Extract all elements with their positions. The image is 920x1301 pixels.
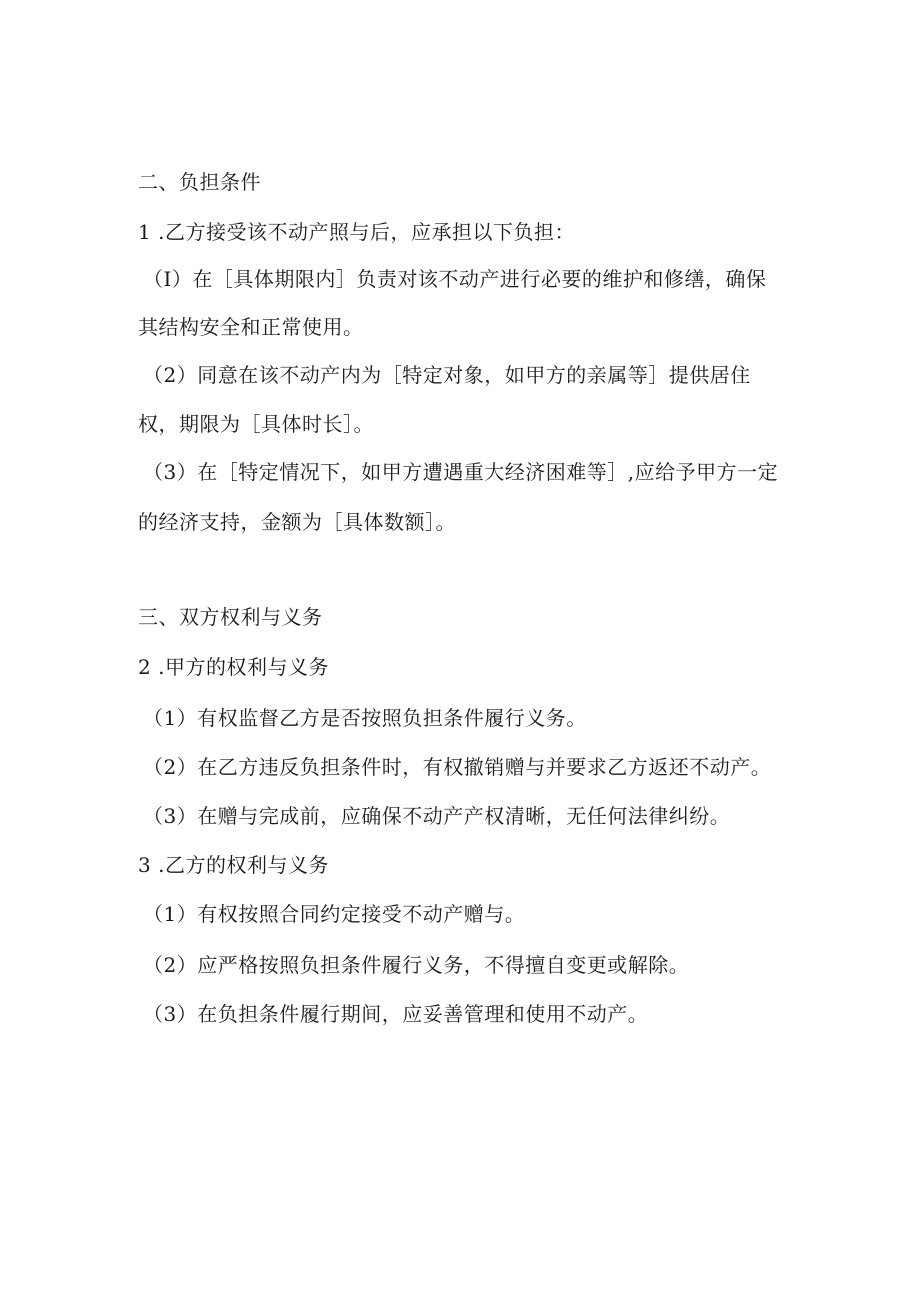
clause-1-sub-2-line-2: 权，期限为［具体时长］。 bbox=[138, 412, 374, 436]
clause-2: 2 .甲方的权利与义务 bbox=[138, 655, 329, 679]
clause-2-sub-3: （3）在赠与完成前，应确保不动产产权清晰，无任何法律纠纷。 bbox=[143, 804, 731, 828]
clause-2-sub-1: （1）有权监督乙方是否按照负担条件履行义务。 bbox=[143, 706, 587, 730]
clause-1: 1 .乙方接受该不动产照与后，应承担以下负担： bbox=[138, 220, 575, 244]
clause-1-sub-3-line-1: （3）在［特定情况下，如甲方遭遇重大经济困难等］,应给予甲方一定 bbox=[143, 460, 779, 484]
clause-3-sub-3: （3）在负担条件履行期间，应妥善管理和使用不动产。 bbox=[143, 1002, 649, 1026]
section-heading-rights-obligations: 三、双方权利与义务 bbox=[138, 605, 323, 629]
clause-3: 3 .乙方的权利与义务 bbox=[138, 853, 329, 877]
clause-2-sub-2: （2）在乙方违反负担条件时，有权撤销赠与并要求乙方返还不动产。 bbox=[143, 755, 772, 779]
section-heading-burden-conditions: 二、负担条件 bbox=[138, 170, 261, 194]
clause-1-sub-1-line-1: （I）在［具体期限内］负责对该不动产进行必要的维护和修缮，确保 bbox=[143, 267, 767, 291]
clause-1-sub-2-line-1: （2）同意在该不动产内为［特定对象，如甲方的亲属等］提供居住 bbox=[143, 363, 751, 387]
clause-3-sub-2: （2）应严格按照负担条件履行义务，不得擅自变更或解除。 bbox=[143, 953, 690, 977]
clause-1-sub-3-line-2: 的经济支持，金额为［具体数额］。 bbox=[138, 510, 456, 534]
clause-1-sub-1-line-2: 其结构安全和正常使用。 bbox=[138, 315, 364, 339]
clause-3-sub-1: （1）有权按照合同约定接受不动产赠与。 bbox=[143, 902, 526, 926]
